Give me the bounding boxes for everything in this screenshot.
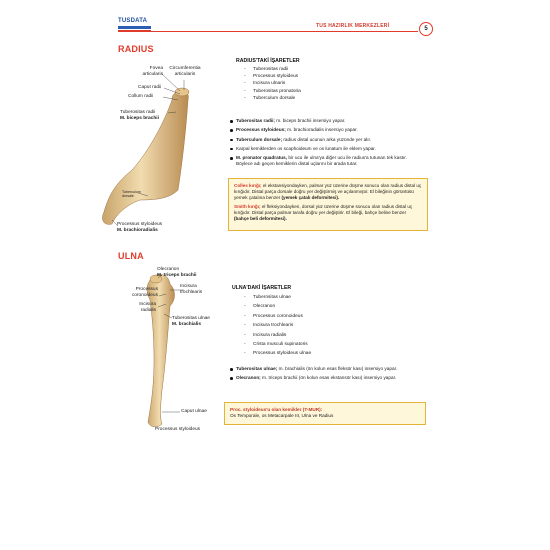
bullet-item: Tuberositas radii; m. biceps brachii insersiyo yapar. — [230, 118, 420, 124]
page-number: 5 — [419, 22, 433, 36]
list-item: - Processus styloideus ulnae — [244, 349, 311, 358]
ulna-marks-list — [244, 293, 311, 359]
list-item: - Olecranon — [244, 302, 311, 311]
list-item: - Incisura ulnaris — [244, 80, 301, 87]
styloid-note-box — [224, 402, 426, 425]
ulna-section-title: ULNA — [118, 251, 144, 261]
label-olecranon: Olecranon — [157, 267, 180, 272]
label-biceps-brachii: M. biceps brachii — [120, 116, 159, 121]
logo-text: TUSDATA — [118, 18, 148, 24]
label-processus-styloideus: Processus styloideus — [117, 222, 163, 227]
label-tuberculum-dorsale: Tuberculum dorsale — [122, 190, 141, 199]
label-triceps-brachii: M. triceps brachii — [157, 273, 197, 278]
label-collum-radii: Collum radii — [128, 94, 154, 99]
label-caput-ulnae: Caput ulnae — [181, 409, 207, 414]
bullet-item: Tuberculum dorsale; radius distal ucunun arka yüzünde yer alır. — [230, 137, 420, 143]
list-item: - Tuberositas pronatoria — [244, 88, 301, 95]
list-item: - Crista musculi supinatoris — [244, 340, 311, 349]
styloid-note-text: Os Temporale, os Metacarpale III, Ulna ve Radius — [230, 413, 334, 419]
radius-section-title: RADIUS — [118, 44, 154, 54]
label-fovea: Fovea articularis — [142, 66, 163, 77]
bullet-item: Tuberositas ulnae; m. brachialis (ön kolun esas fleksör kası) insersiyo yapar. — [230, 366, 430, 372]
label-incisura-trochlearis: Incisura trochlearis — [180, 284, 203, 295]
label-processus-coronoideus: Processus coronoideus — [131, 287, 158, 298]
label-incisura-radialis: Incisura radialis — [139, 302, 156, 313]
bullet-item: Olecranon; m. triceps brachii (ön kolun esas ekstansör kası) insersiyo yapar. — [230, 375, 430, 381]
list-item: - Incisura trochlearis — [244, 321, 311, 330]
label-ulna-styloideus: Processus styloideus — [155, 427, 201, 432]
ulna-marks-title: ULNA'DAKİ İŞARETLER — [232, 285, 292, 291]
list-item: - Incisura radialis — [244, 331, 311, 340]
smith-paragraph: Smith kırığı; el fleksiyondayken, dorsal yüz üzerine düşme sonucu olan radius distal uç kırığıdır. Distal parça palmar tarafa doğru yer değiştirir. El bileği, bahçe beline benzer (bahçe beli deformitesi). — [234, 204, 413, 222]
label-tuberositas-ulnae: Tuberositas ulnae — [172, 316, 210, 321]
ulna-bullets — [230, 366, 430, 385]
bullet-item: Processus styloideus; m. brachioradialis insersiyo yapar. — [230, 127, 420, 133]
label-brachialis: M. brachialis — [172, 322, 202, 327]
list-item: - Tuberositas radii — [244, 66, 301, 73]
bullet-item: M. pronator quadratus, bir ucu ile ulna'ya diğer ucu ile radius'a tutunan tek kastır. Böylece adı geçen kemiklerin distal uçlarını bir arada tutar. — [230, 155, 420, 168]
label-caput-radii: Caput radii — [138, 85, 162, 90]
list-item: - Processus styloideus — [244, 73, 301, 80]
list-item: - Tuberositas ulnae — [244, 293, 311, 302]
list-item: - Tuberculum dorsale — [244, 95, 301, 102]
label-circumferentia: Circumferentia articularis — [169, 66, 201, 77]
colles-paragraph: Colles kırığı; el ekstansiyondayken, palmar yüz üzerine düşme sonucu olan radius distal uç kırığıdır. Distal parça dorsale doğru yer değiştirmiş ve açılanmıştır. El bileğinin görüntüsü yemek çatalına benzer (yemek çatalı deformitesi). — [234, 183, 422, 201]
radius-marks-title: RADIUS'TAKİ İŞARETLER — [236, 58, 300, 64]
label-brachioradialis: M. brachioradialis — [117, 228, 158, 233]
label-tuberositas-radii: Tuberositas radii — [120, 110, 156, 115]
styloid-note-title: Proc. styloideus'u olan kemikler (T-MUR): — [230, 407, 323, 412]
running-title: TUS HAZIRLIK MERKEZLERİ — [316, 23, 390, 29]
bullet-item: Karpal kemiklerden os scaphoideum ve os lunatum ile eklem yapar. — [230, 146, 420, 152]
list-item: - Processus coronoideus — [244, 312, 311, 321]
